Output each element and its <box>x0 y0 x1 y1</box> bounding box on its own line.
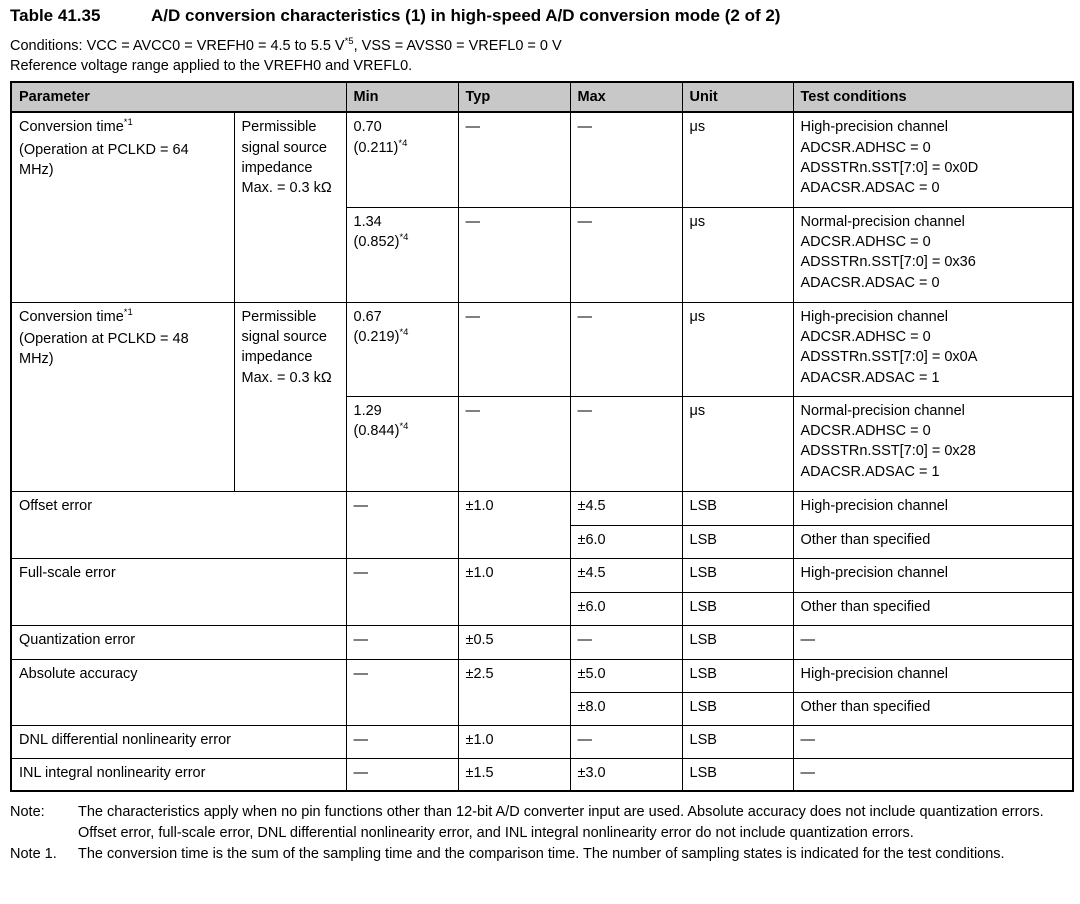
param-inl-error: INL integral nonlinearity error <box>11 758 346 791</box>
test-cell: High-precision channel ADCSR.ADHSC = 0 ADSSTRn.SST[7:0] = 0x0D ADACSR.ADSAC = 0 <box>793 112 1073 207</box>
header-min: Min <box>346 82 458 112</box>
note-label: Note: <box>10 804 45 820</box>
unit-cell: LSB <box>682 692 793 725</box>
param-conversion-time-64: Conversion time$^{*1}$ (Operation at PCLKD = 64 MHz) <box>11 112 234 302</box>
typ-cell: ±1.0 <box>458 558 570 625</box>
header-max: Max <box>570 82 682 112</box>
notes-section <box>10 802 1074 866</box>
header-typ: Typ <box>458 82 570 112</box>
max-cell: — <box>570 112 682 207</box>
min-cell: 1.34 $(0.852)^{*4}$ <box>346 207 458 302</box>
table-row <box>11 302 1073 396</box>
header-unit: Unit <box>682 82 793 112</box>
test-cell: — <box>793 625 1073 659</box>
param-quantization-error: Quantization error <box>11 625 346 659</box>
max-cell: — <box>570 396 682 491</box>
unit-cell: LSB <box>682 558 793 592</box>
reference-voltage-line: Reference voltage range applied to the VREFH0 and VREFL0. <box>10 58 413 74</box>
unit-cell: LSB <box>682 625 793 659</box>
min-cell: — <box>346 491 458 558</box>
note-general <box>10 802 1074 843</box>
typ-cell: — <box>458 396 570 491</box>
table-row <box>11 725 1073 758</box>
max-cell: ±3.0 <box>570 758 682 791</box>
test-cell: Normal-precision channel ADCSR.ADHSC = 0 ADSSTRn.SST[7:0] = 0x36 ADACSR.ADSAC = 0 <box>793 207 1073 302</box>
typ-cell: ±1.5 <box>458 758 570 791</box>
table-row <box>11 491 1073 525</box>
test-cell: — <box>793 725 1073 758</box>
unit-cell: LSB <box>682 491 793 525</box>
table-number: Table 41.35 <box>10 6 101 25</box>
test-cell: High-precision channel <box>793 491 1073 525</box>
param-absolute-accuracy: Absolute accuracy <box>11 659 346 725</box>
spec-table <box>10 81 1074 792</box>
unit-cell: LSB <box>682 525 793 558</box>
max-cell: — <box>570 725 682 758</box>
min-cell: — <box>346 558 458 625</box>
typ-cell: — <box>458 112 570 207</box>
table-row <box>11 758 1073 791</box>
test-cell: High-precision channel <box>793 558 1073 592</box>
param-offset-error: Offset error <box>11 491 346 558</box>
min-cell: 0.67 $(0.219)^{*4}$ <box>346 302 458 396</box>
param-conversion-time-48: Conversion time$^{*1}$ (Operation at PCLKD = 48 MHz) <box>11 302 234 491</box>
param-dnl-error: DNL differential nonlinearity error <box>11 725 346 758</box>
typ-cell: — <box>458 302 570 396</box>
unit-cell: μs <box>682 302 793 396</box>
max-cell: ±4.5 <box>570 558 682 592</box>
table-row <box>11 625 1073 659</box>
max-cell: ±8.0 <box>570 692 682 725</box>
note-label: Note 1. <box>10 846 57 862</box>
min-cell: — <box>346 758 458 791</box>
min-cell: — <box>346 725 458 758</box>
unit-cell: μs <box>682 112 793 207</box>
max-cell: — <box>570 625 682 659</box>
typ-cell: ±1.0 <box>458 491 570 558</box>
conditions-line: Conditions: VCC = AVCC0 = VREFH0 = 4.5 to 5.5 $V^{*5}$, VSS = AVSS0 = VREFL0 = 0 V <box>10 36 562 54</box>
min-cell: — <box>346 625 458 659</box>
max-cell: — <box>570 302 682 396</box>
test-cell: — <box>793 758 1073 791</box>
header-row <box>11 82 1073 112</box>
test-cell: Normal-precision channel ADCSR.ADHSC = 0 ADSSTRn.SST[7:0] = 0x28 ADACSR.ADSAC = 1 <box>793 396 1073 491</box>
unit-cell: LSB <box>682 758 793 791</box>
typ-cell: — <box>458 207 570 302</box>
header-parameter: Parameter <box>11 82 346 112</box>
min-cell: 1.29 $(0.844)^{*4}$ <box>346 396 458 491</box>
header-test-conditions: Test conditions <box>793 82 1073 112</box>
test-cell: Other than specified <box>793 692 1073 725</box>
impedance-cell: Permissible signal source impedance Max. = 0.3 kΩ <box>234 302 346 491</box>
note-text: The conversion time is the sum of the sampling time and the comparison time. The number of sampling states is indicated for the test conditions. <box>78 846 1005 862</box>
footnote-ref: *5 <box>344 36 354 47</box>
table-caption: A/D conversion characteristics (1) in high-speed A/D conversion mode (2 of 2) <box>151 6 781 25</box>
typ-cell: ±2.5 <box>458 659 570 725</box>
max-cell: ±4.5 <box>570 491 682 525</box>
test-cell: Other than specified <box>793 592 1073 625</box>
min-cell: — <box>346 659 458 725</box>
unit-cell: μs <box>682 207 793 302</box>
max-cell: ±6.0 <box>570 525 682 558</box>
test-cell: Other than specified <box>793 525 1073 558</box>
unit-cell: LSB <box>682 725 793 758</box>
table-title <box>10 6 780 26</box>
unit-cell: μs <box>682 396 793 491</box>
table-row <box>11 112 1073 207</box>
impedance-cell: Permissible signal source impedance Max. = 0.3 kΩ <box>234 112 346 302</box>
min-cell: 0.70 $(0.211)^{*4}$ <box>346 112 458 207</box>
max-cell: ±5.0 <box>570 659 682 692</box>
typ-cell: ±0.5 <box>458 625 570 659</box>
unit-cell: LSB <box>682 592 793 625</box>
typ-cell: ±1.0 <box>458 725 570 758</box>
test-cell: High-precision channel <box>793 659 1073 692</box>
note-1 <box>10 844 1074 865</box>
note-text: The characteristics apply when no pin functions other than 12-bit A/D converter input are used. Absolute accuracy does not include quantization errors. Offset error, full-scale error, DNL differential nonlinearity error, and INL integral nonlinearity error do not include quantization errors. <box>78 804 1044 841</box>
unit-cell: LSB <box>682 659 793 692</box>
param-full-scale-error: Full-scale error <box>11 558 346 625</box>
table-row <box>11 558 1073 592</box>
max-cell: — <box>570 207 682 302</box>
max-cell: ±6.0 <box>570 592 682 625</box>
test-cell: High-precision channel ADCSR.ADHSC = 0 ADSSTRn.SST[7:0] = 0x0A ADACSR.ADSAC = 1 <box>793 302 1073 396</box>
table-row <box>11 659 1073 692</box>
